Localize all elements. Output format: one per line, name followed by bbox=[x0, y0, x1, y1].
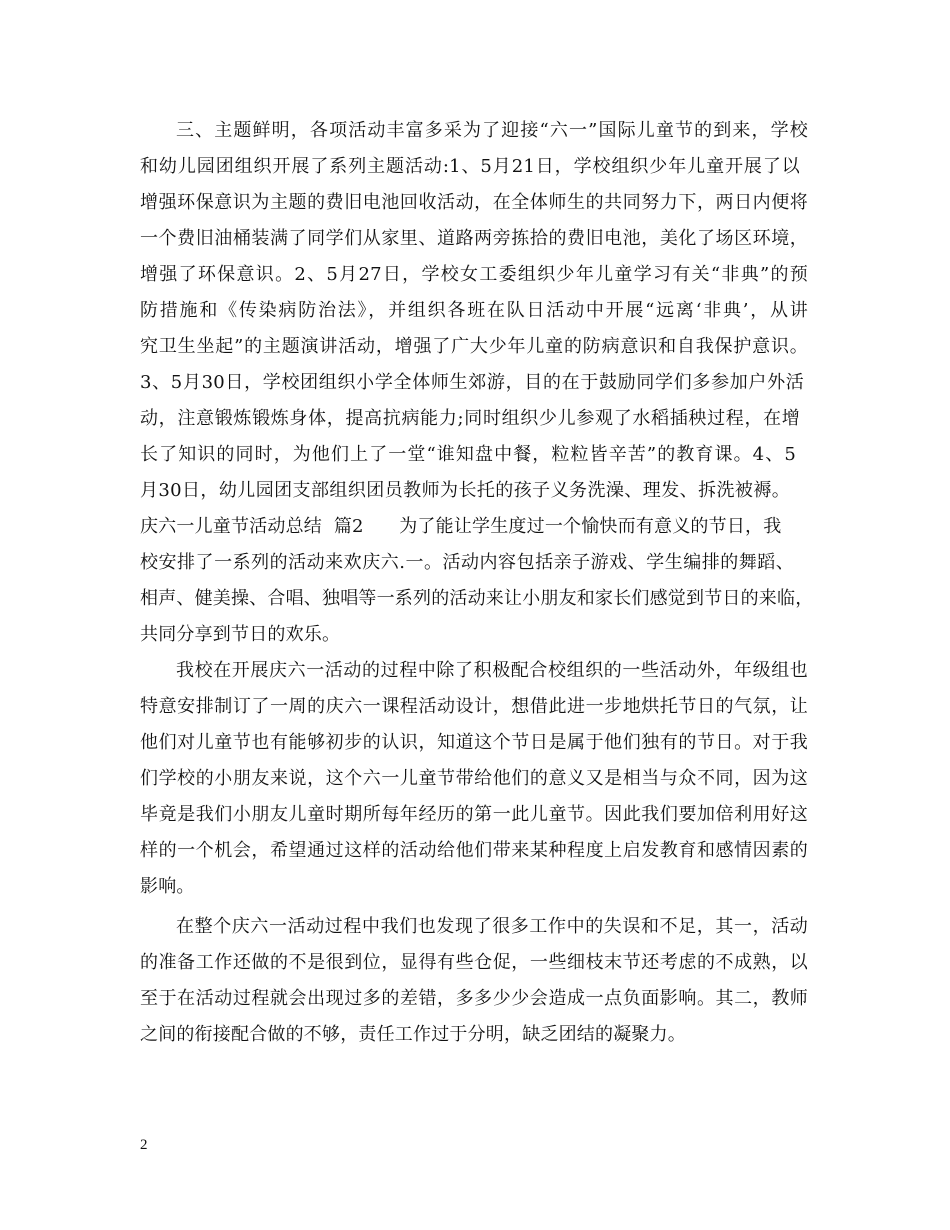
text-line: 防措施和《传染病防治法》，并组织各班在队日活动中开展“远离‘非典’，从讲 bbox=[140, 300, 808, 321]
text-line: 们学校的小朋友来说，这个六一儿童节带给他们的意义又是相当与众不同，因为这 bbox=[140, 768, 808, 789]
text-line: 增强环保意识为主题的费旧电池回收活动，在全体师生的共同努力下，两日内便将 bbox=[140, 192, 808, 213]
text-line: 的准备工作还做的不是很到位，显得有些仓促，一些细枝末节还考虑的不成熟，以 bbox=[140, 952, 808, 973]
text-line: 之间的衔接配合做的不够，责任工作过于分明，缺乏团结的凝聚力。 bbox=[140, 1024, 686, 1045]
text-line: 至于在活动过程就会出现过多的差错，多多少少会造成一点负面影响。其二，教师 bbox=[140, 988, 808, 1009]
text-line: 他们对儿童节也有能够初步的认识，知道这个节日是属于他们独有的节日。对于我 bbox=[140, 732, 808, 753]
section-heading-line: 庆六一儿童节活动总结 篇2 为了能让学生度过一个愉快而有意义的节日，我 bbox=[140, 516, 782, 537]
text-line: 我校在开展庆六一活动的过程中除了积极配合校组织的一些活动外，年级组也 bbox=[176, 660, 808, 681]
page-number: 2 bbox=[140, 1137, 148, 1153]
text-line: 增强了环保意识。2、5月27日，学校女工委组织少年儿童学习有关“非典”的预 bbox=[140, 264, 808, 285]
text-line: 究卫生坐起”的主题演讲活动，增强了广大少年儿童的防病意识和自我保护意识。 bbox=[140, 336, 808, 357]
text-line: 三、主题鲜明，各项活动丰富多采为了迎接“六一”国际儿童节的到来，学校 bbox=[176, 120, 808, 141]
text-line: 毕竟是我们小朋友儿童时期所每年经历的第一此儿童节。因此我们要加倍利用好这 bbox=[140, 804, 808, 825]
text-line: 在整个庆六一活动过程中我们也发现了很多工作中的失误和不足，其一，活动 bbox=[176, 916, 808, 937]
text-line: 特意安排制订了一周的庆六一课程活动设计，想借此进一步地烘托节日的气氛，让 bbox=[140, 696, 808, 717]
text-line: 一个费旧油桶装满了同学们从家里、道路两旁拣拾的费旧电池，美化了场区环境， bbox=[140, 228, 808, 249]
text-line: 动，注意锻炼锻炼身体，提高抗病能力;同时组织少儿参观了水稻插秧过程，在增 bbox=[140, 408, 800, 429]
text-line: 3、5月30日，学校团组织小学全体师生郊游，目的在于鼓励同学们多参加户外活 bbox=[140, 372, 804, 393]
text-line: 校安排了一系列的活动来欢庆六.一。活动内容包括亲子游戏、学生编排的舞蹈、 bbox=[140, 552, 794, 573]
text-line: 月30日，幼儿园团支部组织团员教师为长托的孩子义务洗澡、理发、拆洗被褥。 bbox=[140, 480, 790, 501]
text-line: 共同分享到节日的欢乐。 bbox=[140, 624, 341, 645]
text-line: 和幼儿园团组织开展了系列主题活动:1、5月21日，学校组织少年儿童开展了以 bbox=[140, 156, 800, 177]
text-line: 影响。 bbox=[140, 876, 195, 897]
text-line: 相声、健美操、合唱、独唱等一系列的活动来让小朋友和家长们感觉到节日的来临， bbox=[140, 588, 814, 609]
text-line: 样的一个机会，希望通过这样的活动给他们带来某种程度上启发教育和感情因素的 bbox=[140, 840, 808, 861]
text-line: 长了知识的同时，为他们上了一堂“谁知盘中餐，粒粒皆辛苦”的教育课。4、5 bbox=[140, 444, 796, 465]
